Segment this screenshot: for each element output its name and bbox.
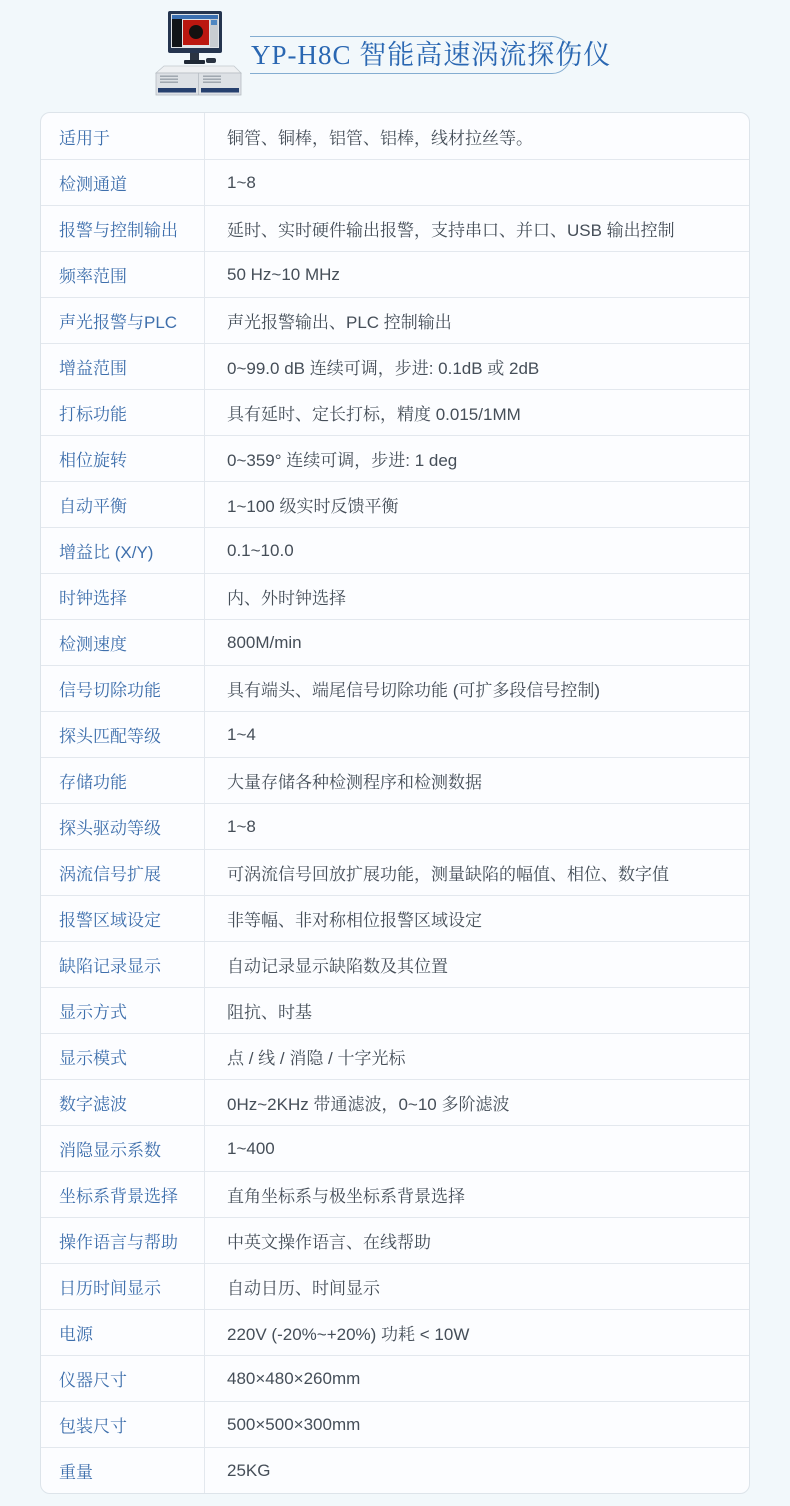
spec-label: 显示方式 (41, 988, 205, 1033)
spec-label: 探头驱动等级 (41, 804, 205, 849)
spec-label: 坐标系背景选择 (41, 1172, 205, 1217)
spec-table (40, 112, 750, 1494)
table-row (41, 297, 749, 343)
spec-value: 自动日历、时间显示 (227, 1279, 380, 1298)
spec-value: 1~8 (227, 172, 256, 192)
spec-value: 0.1~10.0 (227, 540, 294, 560)
spec-value: 内、外时钟选择 (227, 589, 346, 608)
spec-value: 延时、实时硬件输出报警，支持串口、并口、USB 输出控制 (227, 221, 675, 240)
spec-value: 可涡流信号回放扩展功能，测量缺陷的幅值、相位、数字值 (227, 865, 669, 884)
table-row (41, 941, 749, 987)
table-row (41, 1217, 749, 1263)
table-row (41, 1309, 749, 1355)
spec-label: 数字滤波 (41, 1080, 205, 1125)
page-header (0, 0, 790, 112)
spec-label: 打标功能 (41, 390, 205, 435)
table-row (41, 205, 749, 251)
table-row (41, 987, 749, 1033)
table-row (41, 803, 749, 849)
spec-value: 非等幅、非对称相位报警区域设定 (227, 911, 482, 930)
spec-value: 大量存储各种检测程序和检测数据 (227, 773, 482, 792)
table-row (41, 343, 749, 389)
table-row (41, 1447, 749, 1493)
table-row (41, 619, 749, 665)
spec-value: 1~8 (227, 816, 256, 836)
spec-value: 1~100 级实时反馈平衡 (227, 497, 399, 516)
spec-label: 包装尺寸 (41, 1402, 205, 1447)
spec-label: 检测速度 (41, 620, 205, 665)
spec-value: 声光报警输出、PLC 控制输出 (227, 313, 452, 332)
table-row (41, 573, 749, 619)
table-row (41, 113, 749, 159)
spec-value: 220V (-20%~+20%) 功耗 < 10W (227, 1325, 470, 1344)
spec-label: 相位旋转 (41, 436, 205, 481)
spec-label: 缺陷记录显示 (41, 942, 205, 987)
table-row (41, 389, 749, 435)
table-row (41, 251, 749, 297)
table-row (41, 1401, 749, 1447)
spec-label: 涡流信号扩展 (41, 850, 205, 895)
spec-label: 声光报警与PLC (41, 298, 205, 343)
spec-value: 阻抗、时基 (227, 1003, 312, 1022)
spec-label: 报警区域设定 (41, 896, 205, 941)
table-row (41, 757, 749, 803)
table-row (41, 849, 749, 895)
spec-value: 500×500×300mm (227, 1414, 361, 1434)
table-row (41, 159, 749, 205)
spec-label: 电源 (41, 1310, 205, 1355)
table-row (41, 1079, 749, 1125)
spec-value: 0Hz~2KHz 带通滤波，0~10 多阶滤波 (227, 1095, 510, 1114)
spec-label: 仪器尺寸 (41, 1356, 205, 1401)
table-row (41, 1263, 749, 1309)
spec-value: 1~400 (227, 1138, 275, 1158)
spec-value: 480×480×260mm (227, 1368, 361, 1388)
spec-value: 25KG (227, 1460, 271, 1480)
spec-label: 信号切除功能 (41, 666, 205, 711)
spec-label: 自动平衡 (41, 482, 205, 527)
spec-value: 中英文操作语言、在线帮助 (227, 1233, 431, 1252)
spec-value: 50 Hz~10 MHz (227, 264, 340, 284)
spec-label: 增益范围 (41, 344, 205, 389)
spec-label: 重量 (41, 1448, 205, 1493)
spec-label: 频率范围 (41, 252, 205, 297)
table-row (41, 481, 749, 527)
table-row (41, 527, 749, 573)
spec-label: 时钟选择 (41, 574, 205, 619)
table-row (41, 1355, 749, 1401)
spec-label: 适用于 (41, 113, 205, 159)
spec-value: 0~99.0 dB 连续可调，步进: 0.1dB 或 2dB (227, 359, 540, 378)
spec-value: 0~359° 连续可调，步进: 1 deg (227, 451, 458, 470)
spec-label: 检测通道 (41, 160, 205, 205)
table-row (41, 1033, 749, 1079)
spec-value: 具有延时、定长打标，精度 0.015/1MM (227, 405, 521, 424)
spec-value: 直角坐标系与极坐标系背景选择 (227, 1187, 465, 1206)
spec-label: 日历时间显示 (41, 1264, 205, 1309)
spec-value: 1~4 (227, 724, 256, 744)
spec-table-body (41, 113, 749, 1493)
table-row (41, 895, 749, 941)
spec-label: 消隐显示系数 (41, 1126, 205, 1171)
table-row (41, 1171, 749, 1217)
spec-label: 显示模式 (41, 1034, 205, 1079)
spec-value: 800M/min (227, 632, 302, 652)
spec-value: 铜管、铜棒，铝管、铝棒，线材拉丝等。 (227, 128, 533, 148)
table-row (41, 711, 749, 757)
spec-label: 存储功能 (41, 758, 205, 803)
spec-label: 报警与控制输出 (41, 206, 205, 251)
table-row (41, 665, 749, 711)
table-row (41, 435, 749, 481)
spec-label: 探头匹配等级 (41, 712, 205, 757)
table-row (41, 1125, 749, 1171)
spec-label: 增益比 (X/Y) (41, 528, 205, 573)
spec-label: 操作语言与帮助 (41, 1218, 205, 1263)
spec-value: 点 / 线 / 消隐 / 十字光标 (227, 1049, 406, 1068)
spec-value: 具有端头、端尾信号切除功能 (可扩多段信号控制) (227, 681, 601, 700)
page-title: YP-H8C 智能高速涡流探伤仪 (251, 40, 612, 70)
eddy-current-instrument-photo-icon (146, 8, 250, 105)
spec-value: 自动记录显示缺陷数及其位置 (227, 957, 448, 976)
